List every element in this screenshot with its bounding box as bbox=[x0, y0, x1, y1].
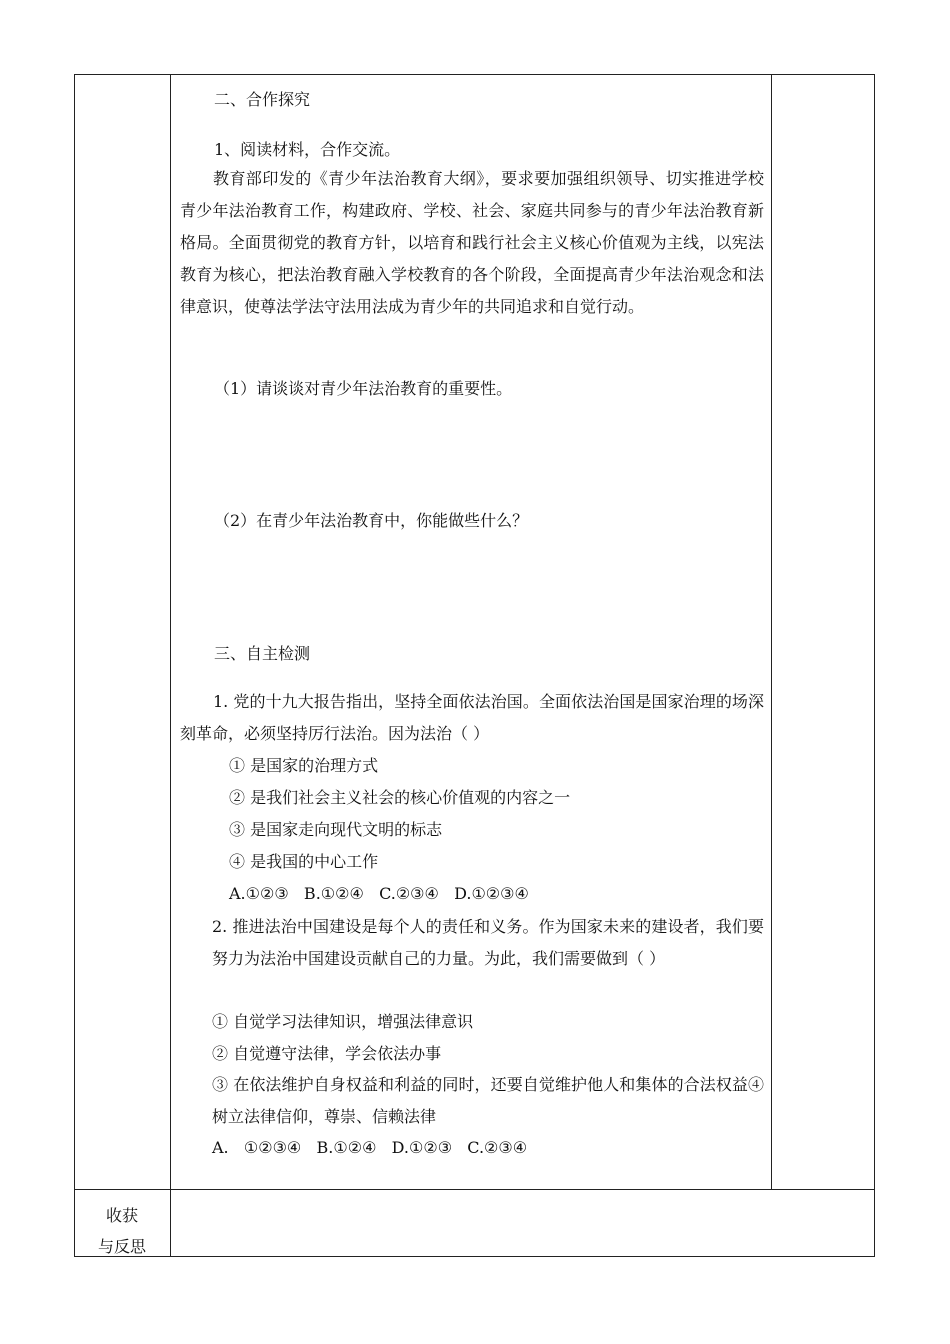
mc1-stem: 1. 党的十九大报告指出，坚持全面依法治国。全面依法治国是国家治理的场深刻革命，必须坚持厉行法治。因为法治（ ） bbox=[180, 692, 764, 743]
mc1-option-3: ③ 是国家走向现代文明的标志 bbox=[229, 820, 443, 839]
section-heading-self-check: 三、自主检测 bbox=[214, 644, 311, 663]
mc2-option-1: ① 自觉学习法律知识，增强法律意识 bbox=[212, 1012, 474, 1031]
column-divider-left bbox=[170, 74, 171, 1257]
mc2-option-3-4: ③ 在依法维护自身权益和利益的同时，还要自觉维护他人和集体的合法权益④树立法律信仰，尊崇、信赖法律 bbox=[212, 1075, 764, 1126]
section-heading-cooperative-inquiry: 二、合作探究 bbox=[214, 90, 311, 109]
mc2-stem: 2. 推进法治中国建设是每个人的责任和义务。作为国家未来的建设者，我们要努力为法治中国建设贡献自己的力量。为此，我们需要做到（ ） bbox=[212, 917, 764, 968]
table-bottom-border bbox=[74, 1256, 875, 1257]
table-top-border bbox=[74, 74, 875, 75]
mc1-option-1: ① 是国家的治理方式 bbox=[229, 756, 379, 775]
reflection-label-line2: 与反思 bbox=[97, 1237, 146, 1256]
question-1: （1）请谈谈对青少年法治教育的重要性。 bbox=[214, 379, 513, 398]
mc2-choices: A. ①②③④ B.①②④ D.①②③ C.②③④ bbox=[212, 1138, 528, 1157]
table-left-border bbox=[74, 74, 75, 1257]
mc1-option-2: ② 是我们社会主义社会的核心价值观的内容之一 bbox=[229, 788, 571, 807]
row-divider bbox=[74, 1189, 875, 1190]
mc1-option-4: ④ 是我国的中心工作 bbox=[229, 852, 379, 871]
mc1-choices: A.①②③ B.①②④ C.②③④ D.①②③④ bbox=[229, 884, 529, 903]
reflection-label-line1: 收获 bbox=[105, 1206, 138, 1225]
mc2-option-2: ② 自觉遵守法律，学会依法办事 bbox=[212, 1044, 442, 1063]
item-reading-material: 1、阅读材料，合作交流。 bbox=[214, 140, 401, 159]
column-divider-right bbox=[771, 74, 772, 1190]
table-right-border bbox=[874, 74, 875, 1257]
question-2: （2）在青少年法治教育中，你能做些什么？ bbox=[214, 511, 529, 530]
material-paragraph: 教育部印发的《青少年法治教育大纲》，要求要加强组织领导、切实推进学校青少年法治教育工作，构建政府、学校、社会、家庭共同参与的青少年法治教育新格局。全面贯彻党的教育方针，以培育和践行社会主义核心价值观为主线，以宪法教育为核心，把法治教育融入学校教育的各个阶段，全面提高青少年法治观念和法律意识，使尊法学法守法用法成为青少年的共同追求和自觉行动。 bbox=[180, 169, 764, 316]
